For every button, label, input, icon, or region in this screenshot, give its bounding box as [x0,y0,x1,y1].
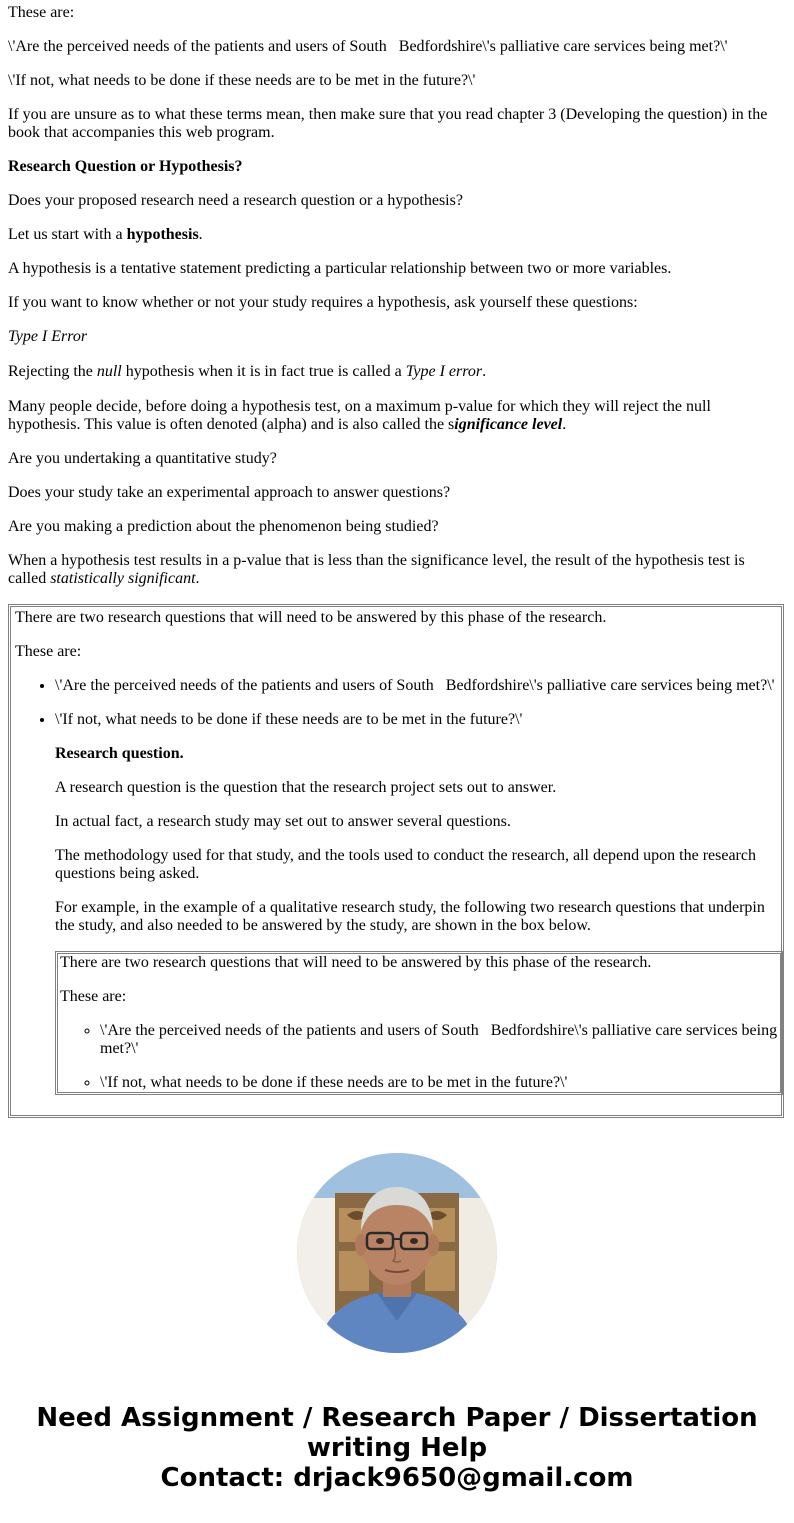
inner-box-these-are: These are: [60,988,127,1005]
author-portrait [297,1153,497,1353]
list-item: • \'Are the perceived needs of the patients and users of South Bedfordshire\'s palliative care services being met?\' [55,677,777,695]
question-quantitative: Are you undertaking a quantitative study? [8,450,277,467]
statistically-significant-text: When a hypothesis test results in a p-value that is less than the significance level, the result of the hypothesis test is called statistically significant. [8,552,745,587]
significance-level-text: Many people decide, before doing a hypothesis test, on a maximum p-value for which they will reject the null hypothesis. This value is often denoted (alpha) and is also called the significance level. [8,398,711,433]
author-avatar [297,1153,497,1353]
promo-line-1: Need Assignment / Research Paper / Dissertation [36,1403,758,1433]
rq-or-hypothesis-heading-text: Research Question or Hypothesis? [8,158,243,175]
hypothesis-term: hypothesis [126,226,199,243]
question-experimental: Does your study take an experimental approach to answer questions? [8,484,451,501]
promo-contact-email: Contact: drjack9650@gmail.com [160,1463,634,1493]
research-question-definition: A research question is the question that the research project sets out to answer. [55,779,557,796]
start-with-hypothesis: Let us start with a hypothesis. [8,226,203,243]
significance-level-term: ignificance level [454,416,563,433]
box-question-list [15,677,777,1095]
type-1-error-definition: Rejecting the null hypothesis when it is in fact true is called a Type I error. [8,363,487,380]
inner-research-questions-box [55,951,783,1095]
inner-box-lead: There are two research questions that will need to be answered by this phase of the research. [60,954,652,971]
box-these-are: These are: [15,643,82,660]
research-question-heading: Research question. [55,745,184,762]
list-item: ◦ \'Are the perceived needs of the patients and users of South Bedfordshire\'s palliative care services being met?\' [100,1022,778,1058]
box-lead: There are two research questions that will need to be answered by this phase of the research. [15,609,607,626]
promo-line-2: writing Help [306,1433,488,1463]
assignment-help-promo [0,1403,794,1493]
ask-yourself-text: If you want to know whether or not your study requires a hypothesis, ask yourself these questions: [8,294,638,311]
intro-question-2: \'If not, what needs to be done if these needs are to be met in the future?\' [8,72,476,89]
intro-these-are: These are: [8,4,75,21]
intro-question-1: \'Are the perceived needs of the patients and users of South Bedfordshire\'s palliative care services being met?\' [8,38,728,55]
hypothesis-definition: A hypothesis is a tentative statement predicting a particular relationship between two or more variables. [8,260,672,277]
research-question-several: In actual fact, a research study may set out to answer several questions. [55,813,511,830]
research-question-example: For example, in the example of a qualitative research study, the following two research questions that underpin the study, and also needed to be answered by the study, are shown in the box below. [55,899,765,934]
intro-unsure-text: If you are unsure as to what these terms mean, then make sure that you read chapter 3 (Developing the question) in the book that accompanies this web program. [8,106,768,141]
research-question-methodology: The methodology used for that study, and the tools used to conduct the research, all depend upon the research questions being asked. [55,847,756,882]
rq-or-hypothesis-question: Does your proposed research need a research question or a hypothesis? [8,192,463,209]
research-questions-box [8,604,784,1118]
rq-or-hypothesis-heading [8,158,786,176]
list-item: ◦ \'If not, what needs to be done if these needs are to be met in the future?\' [100,1074,778,1092]
inner-question-list [60,1022,778,1092]
document-body [8,0,786,1118]
question-prediction: Are you making a prediction about the phenomenon being studied? [8,518,439,535]
list-item: • \'If not, what needs to be done if these needs are to be met in the future?\' Research question. A research question is the question that the research project sets out to answer. In actual fact, a research study may set out to answer several questions. The methodology used for that study, and the tools used to conduct the research, all depend upon the research questions being asked. For example, in the example of a qualitative research study, the following two research questions that underpin the study, and also needed to be answered by the study, are shown in the box below. There are two research questions that will need to be answered by this phase of the research. These are: ◦ \'Are the perceived needs of the patients and users of South Bedfordshire\'s palliative care services being met?\' ◦ \'If not, what needs to be done if these needs are to be met in the future?\' [55,711,777,1095]
type-1-error-heading: Type I Error [8,328,88,345]
